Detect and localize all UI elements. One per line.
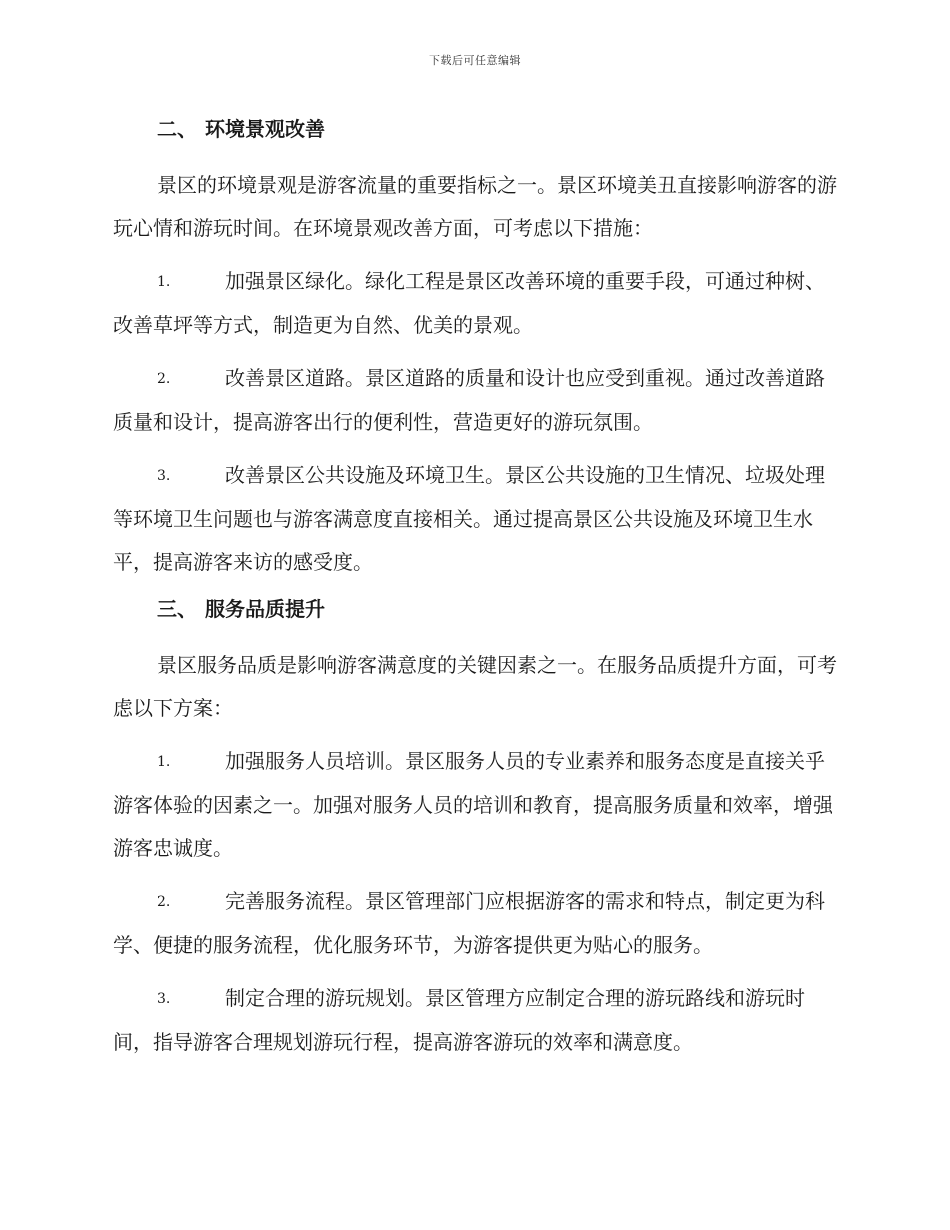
list-item-number: 2. <box>157 894 171 910</box>
list-item <box>113 357 838 444</box>
list-item <box>113 454 838 584</box>
list-item-text: 完善服务流程。景区管理部门应根据游客的需求和特点，制定更为科学、便捷的服务流程，优化服务环节，为游客提供更为贴心的服务。 <box>113 889 825 957</box>
list-item-number: 3. <box>157 468 171 484</box>
section-intro-paragraph: 景区服务品质是影响游客满意度的关键因素之一。在服务品质提升方面，可考虑以下方案： <box>113 653 837 720</box>
list-item-text: 加强景区绿化。绿化工程是景区改善环境的重要手段，可通过种树、改善草坪等方式，制造更为自然、优美的景观。 <box>113 269 825 337</box>
list-item <box>113 260 838 347</box>
list-item-number: 1. <box>157 274 171 290</box>
list-item-number: 2. <box>157 371 171 387</box>
section-number: 三、 <box>157 597 197 621</box>
section-heading-environment <box>113 114 838 144</box>
list-item-text: 改善景区道路。景区道路的质量和设计也应受到重视。通过改善道路质量和设计，提高游客出行的便利性，营造更好的游玩氛围。 <box>113 366 825 434</box>
section-heading-service <box>113 594 838 624</box>
list-item-text: 改善景区公共设施及环境卫生。景区公共设施的卫生情况、垃圾处理等环境卫生问题也与游客满意度直接相关。通过提高景区公共设施及环境卫生水平，提高游客来访的感受度。 <box>113 463 825 574</box>
section-number: 二、 <box>157 117 197 141</box>
list-item-text: 加强服务人员培训。景区服务人员的专业素养和服务态度是直接关乎游客体验的因素之一。加强对服务人员的培训和教育，提高服务质量和效率，增强游客忠诚度。 <box>113 749 833 860</box>
list-item <box>113 740 838 870</box>
list-item <box>113 977 838 1064</box>
list-item-number: 3. <box>157 991 171 1007</box>
document-body <box>113 110 838 1074</box>
list-item <box>113 880 838 967</box>
section-title: 服务品质提升 <box>205 597 325 621</box>
section-intro-paragraph: 景区的环境景观是游客流量的重要指标之一。景区环境美丑直接影响游客的游玩心情和游玩时间。在环境景观改善方面，可考虑以下措施： <box>113 173 837 240</box>
list-item-number: 1. <box>157 754 171 770</box>
section-title: 环境景观改善 <box>205 117 325 141</box>
list-item-text: 制定合理的游玩规划。景区管理方应制定合理的游玩路线和游玩时间，指导游客合理规划游玩行程，提高游客游玩的效率和满意度。 <box>113 986 805 1054</box>
page-header: 下载后可任意编辑 <box>429 54 521 67</box>
